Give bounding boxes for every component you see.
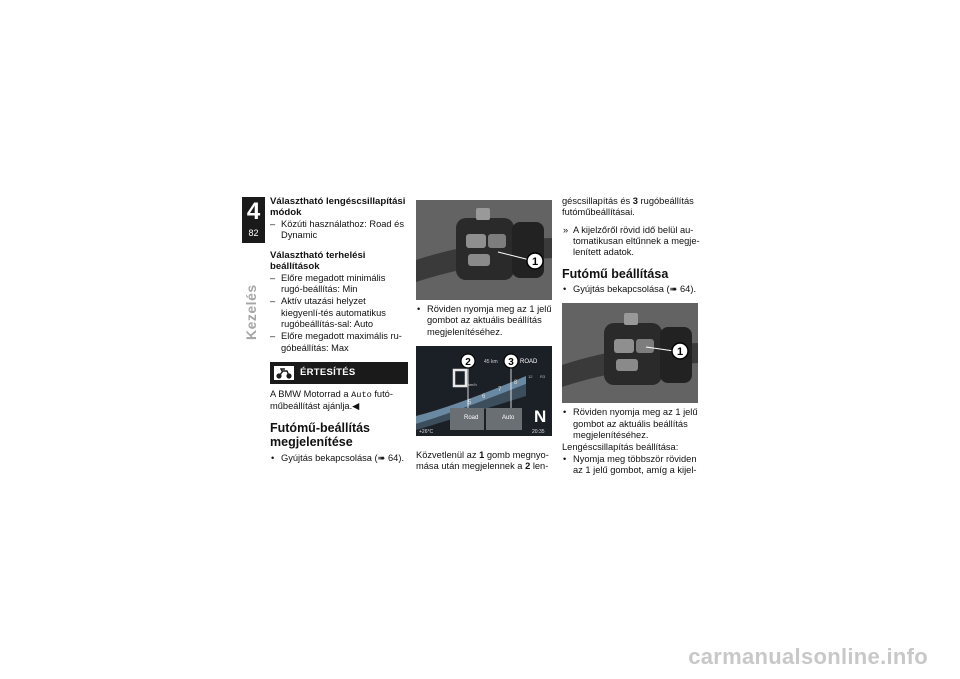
list-result bbox=[562, 225, 700, 259]
list-press-button-2 bbox=[562, 407, 700, 441]
paragraph-display-info: Közvetlenül az 1 gomb megnyo-mása után megjelennek a 2 len- bbox=[416, 449, 549, 472]
paragraph-continued: géscsillapítás és 3 rugóbeállítás futóműbeállításai. bbox=[562, 196, 694, 218]
heading-suspension-display: Futómű-beállítás megjelenítése bbox=[270, 420, 371, 450]
callout-3: 3 bbox=[508, 356, 514, 368]
clock: 20:35 bbox=[532, 428, 545, 435]
tft-display-image bbox=[416, 346, 552, 436]
heading-load-settings: Választható terhelési beállítások bbox=[270, 249, 366, 272]
range-readout: 45 km bbox=[484, 358, 498, 365]
list-item: • Gyújtás bekapcsolása (➠ 64). bbox=[562, 284, 700, 295]
gear-indicator: N bbox=[534, 406, 547, 426]
heading-damping-modes: Választható lengéscsillapítási módok bbox=[270, 196, 406, 219]
column-2 bbox=[416, 196, 552, 473]
rev-mark: 7 bbox=[498, 386, 502, 393]
small-mark: R3 bbox=[540, 373, 546, 379]
callout-1: 1 bbox=[531, 256, 539, 268]
column-1 bbox=[270, 196, 408, 472]
list-suspension-display bbox=[270, 453, 408, 464]
rev-mark: 6 bbox=[482, 393, 486, 400]
heading-suspension-adjust: Futómű beállítása bbox=[562, 266, 669, 281]
list-load-settings bbox=[270, 273, 408, 354]
list-repeat-press bbox=[562, 454, 700, 477]
riding-mode: ROAD bbox=[520, 358, 538, 365]
chapter-number: 4 bbox=[246, 198, 261, 225]
list-ignition bbox=[562, 284, 700, 295]
page-number: 82 bbox=[248, 228, 259, 238]
list-damping-modes bbox=[270, 219, 408, 242]
damping-label: Road bbox=[464, 414, 479, 421]
list-item: • Röviden nyomja meg az 1 jelű gombot az aktuális beállítás megjelenítéséhez. bbox=[416, 304, 552, 338]
note-title: ÉRTESÍTÉS bbox=[300, 367, 356, 379]
auto-setting-term: Auto bbox=[351, 390, 372, 401]
list-item: • Röviden nyomja meg az 1 jelű gombot az aktuális beállítás megjelenítéséhez. bbox=[562, 407, 700, 441]
list-item: – Előre megadott maximális ru-góbeállítás: Max bbox=[270, 331, 408, 354]
handlebar-switch-photo bbox=[416, 200, 552, 300]
section-label: Kezelés bbox=[243, 284, 259, 340]
temperature: +26°C bbox=[419, 428, 434, 435]
motorcycle-icon bbox=[274, 366, 294, 380]
watermark: carmanualsonline.info bbox=[688, 644, 928, 670]
callout-2: 2 bbox=[465, 356, 471, 368]
rev-mark: 8 bbox=[514, 379, 518, 386]
list-press-button bbox=[416, 304, 552, 338]
callout-1: 1 bbox=[676, 346, 684, 359]
list-item: » A kijelzőről rövid idő belül au-tomatikusan eltűnnek a megje-lenített adatok. bbox=[562, 225, 700, 259]
note-box bbox=[270, 362, 408, 384]
rev-mark: 5 bbox=[468, 399, 472, 406]
speed-unit: km/h bbox=[468, 381, 477, 387]
chapter-tab bbox=[242, 197, 265, 243]
handlebar-switch-photo-2 bbox=[562, 303, 698, 403]
list-item: • Gyújtás bekapcsolása (➠ 64). bbox=[270, 453, 408, 464]
load-label: Auto bbox=[502, 414, 515, 421]
list-item: – Aktív utazási helyzet kiegyenlí-tés automatikus rugóbeállítás-sal: Auto bbox=[270, 296, 408, 330]
list-item: – Előre megadott minimális rugó-beállítás: Min bbox=[270, 273, 408, 296]
note-text: A BMW Motorrad a Auto futó-műbeállítást ajánlja.◀ bbox=[270, 389, 393, 411]
list-item: • Nyomja meg többször röviden az 1 jelű gombot, amíg a kijel- bbox=[562, 454, 700, 477]
paragraph-damping-setting: Lengéscsillapítás beállítása: bbox=[562, 442, 679, 453]
column-3 bbox=[562, 196, 700, 484]
list-item: – Közúti használathoz: Road és Dynamic bbox=[270, 219, 408, 242]
small-mark: 12 bbox=[528, 373, 533, 379]
